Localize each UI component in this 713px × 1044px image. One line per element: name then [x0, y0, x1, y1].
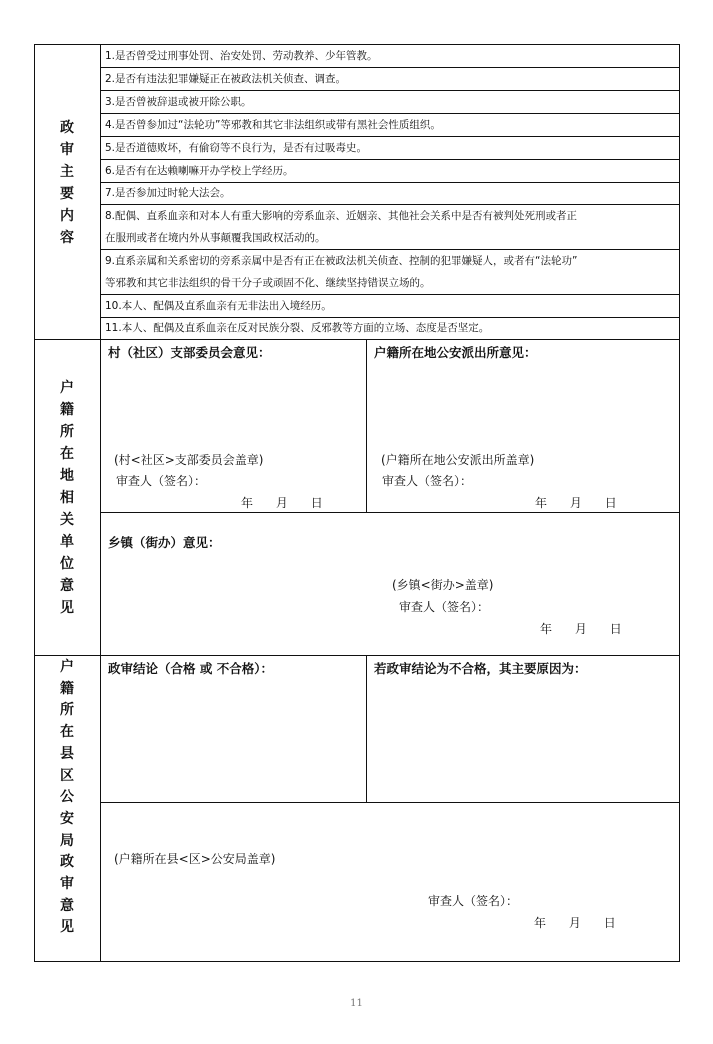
- review-conclusion-heading: 政审结论（合格 或 不合格）：: [108, 661, 273, 676]
- section-divider: [34, 655, 680, 656]
- review-item: 7.是否参加过时轮大法会。: [105, 187, 231, 199]
- township-date: 年 月 日: [540, 622, 622, 636]
- review-item-continuation: 等邪教和其它非法组织的骨干分子或顽固不化、继续坚持错误立场的。: [105, 277, 431, 289]
- section-label-county-police-opinion: 户 籍 所 在 县 区 公 安 局 政 审 意 见: [60, 659, 74, 936]
- police-station-date: 年 月 日: [535, 496, 617, 510]
- township-heading: 乡镇（街办）意见：: [108, 535, 221, 550]
- section-label-local-units-opinion: 户 籍 所 在 地 相 关 单 位 意 见: [60, 380, 74, 616]
- review-item: 9.直系亲属和关系密切的旁系亲属中是否有正在被政法机关侦查、控制的犯罪嫌疑人，或者有“法轮功”: [105, 255, 578, 267]
- police-station-heading: 户籍所在地公安派出所意见：: [374, 345, 537, 360]
- review-item: 11.本人、配偶及直系血亲在反对民族分裂、反邪教等方面的立场、态度是否坚定。: [105, 322, 490, 334]
- section-divider: [34, 339, 680, 340]
- village-reviewer-signature-label: 审查人（签名）：: [116, 474, 207, 488]
- review-item-continuation: 在服刑或者在境内外从事颠覆我国政权活动的。: [105, 232, 326, 244]
- column-divider: [366, 339, 367, 512]
- review-item: 2.是否有违法犯罪嫌疑正在被政法机关侦查、调查。: [105, 73, 347, 85]
- column-divider: [366, 655, 367, 802]
- police-station-seal-note: (户籍所在地公安派出所盖章): [381, 453, 535, 467]
- page-number: 11: [350, 998, 363, 1009]
- review-item: 4.是否曾参加过“法轮功”等邪教和其它非法组织或带有黑社会性质组织。: [105, 119, 441, 131]
- section-label-review-content: 政 审 主 要 内 容: [60, 120, 74, 246]
- county-police-date: 年 月 日: [534, 916, 616, 930]
- row-divider: [100, 512, 680, 513]
- failure-reason-heading: 若政审结论为不合格，其主要原因为：: [374, 661, 587, 676]
- county-police-reviewer-signature-label: 审查人（签名）：: [428, 894, 519, 908]
- village-date: 年 月 日: [241, 496, 323, 510]
- review-item: 8.配偶、直系血亲和对本人有重大影响的旁系血亲、近姻亲、其他社会关系中是否有被判处死刑或者正: [105, 210, 578, 222]
- review-item: 6.是否有在达赖喇嘛开办学校上学经历。: [105, 165, 294, 177]
- police-station-reviewer-signature-label: 审查人（签名）：: [382, 474, 473, 488]
- township-seal-note: (乡镇<街办>盖章): [392, 578, 494, 592]
- county-police-seal-note: (户籍所在县<区>公安局盖章): [114, 852, 276, 866]
- review-item: 5.是否道德败坏，有偷窃等不良行为，是否有过吸毒史。: [105, 142, 368, 154]
- row-divider: [100, 802, 680, 803]
- review-item: 10.本人、配偶及直系血亲有无非法出入境经历。: [105, 300, 332, 312]
- village-committee-heading: 村（社区）支部委员会意见：: [108, 345, 271, 360]
- review-item: 3.是否曾被辞退或被开除公职。: [105, 96, 252, 108]
- township-reviewer-signature-label: 审查人（签名）：: [399, 600, 490, 614]
- village-seal-note: (村<社区>支部委员会盖章): [114, 453, 264, 467]
- review-item: 1.是否曾受过刑事处罚、治安处罚、劳动教养、少年管教。: [105, 50, 378, 62]
